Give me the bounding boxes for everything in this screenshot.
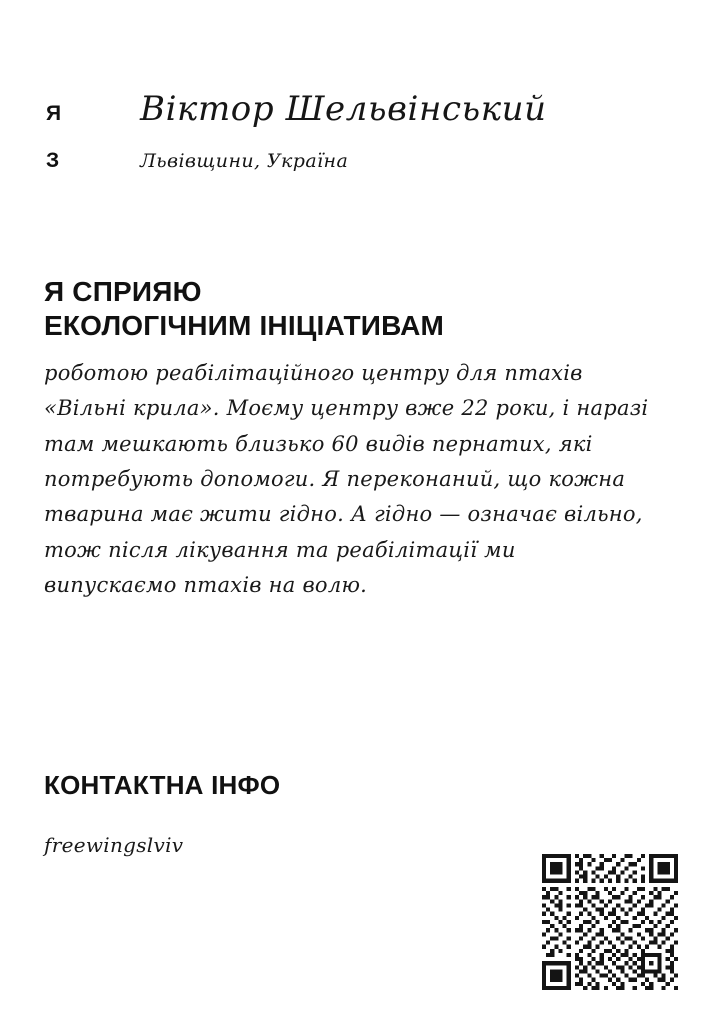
person-location: Львівщини, Україна xyxy=(140,149,349,172)
statement-heading-line-1: Я СПРИЯЮ xyxy=(44,276,202,307)
header-label-ya: Я xyxy=(46,102,62,125)
statement-body: роботою реабілітаційного центру для птахів «Вільні крила». Моєму центру вже 22 роки, і наразі там мешкають близько 60 видів пернатих, які потребують допомоги. Я переконаний, що кожна тварина має жити гідно. А гідно — означає вільно, тож після лікування та реабілітації ми випускаємо птахів на волю. xyxy=(44,361,649,597)
header-row-name xyxy=(46,89,666,129)
header xyxy=(46,89,666,172)
contact-handle: freewingslviv xyxy=(44,833,184,858)
statement-heading-line-2: ЕКОЛОГІЧНИМ ІНІЦІАТИВАМ xyxy=(44,309,445,341)
header-label-z: З xyxy=(46,148,60,172)
statement-heading xyxy=(44,275,654,342)
statement-section xyxy=(44,275,654,603)
qr-code-icon xyxy=(542,854,678,990)
header-row-place xyxy=(46,150,666,172)
contact-heading: КОНТАКТНА ІНФО xyxy=(44,770,281,800)
person-name: Віктор Шельвінський xyxy=(140,89,547,129)
contact-section xyxy=(44,770,544,857)
